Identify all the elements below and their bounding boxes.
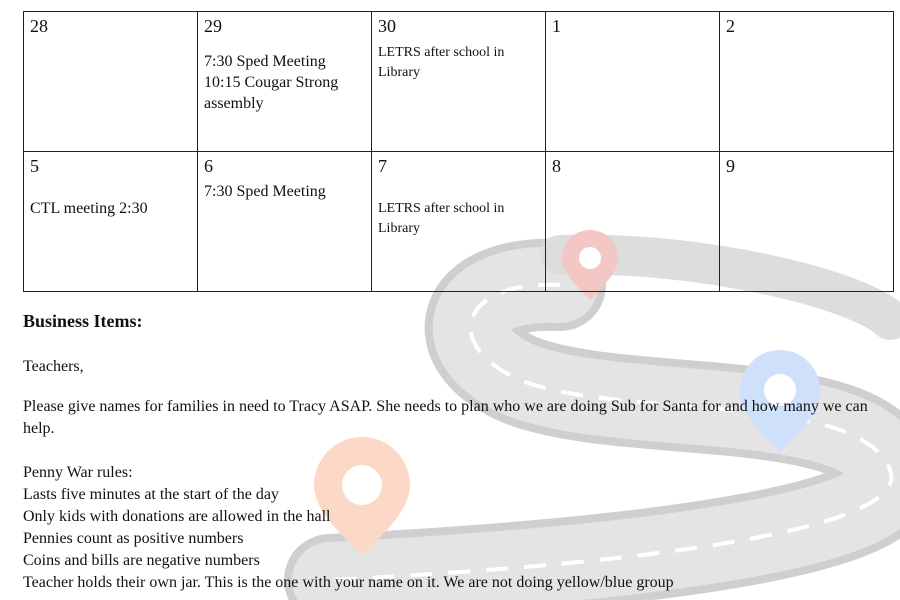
calendar-day-cell [24, 152, 198, 292]
rule-line: Coins and bills are negative numbers [23, 552, 260, 569]
day-events: LETRS after school in Library [378, 45, 505, 80]
rule-line: Pennies count as positive numbers [23, 530, 244, 547]
business-items-section [23, 310, 883, 594]
day-number: 29 [204, 16, 222, 36]
calendar-day-cell [198, 152, 372, 292]
calendar-day-cell [720, 152, 894, 292]
calendar-day-cell [24, 12, 198, 152]
rule-line: Teacher holds their own jar. This is the one with your name on it. We are not doing yellow/blue group [23, 574, 674, 591]
announcement-paragraph: Please give names for families in need to Tracy ASAP. She needs to plan who we are doing Sub for Santa for and how many we can help. [23, 398, 868, 437]
day-events: CTL meeting 2:30 [30, 200, 148, 217]
day-number: 30 [378, 16, 396, 36]
day-number: 1 [552, 16, 561, 36]
business-items-heading: Business Items: [23, 311, 143, 331]
calendar-week-row [24, 12, 894, 152]
day-number: 7 [378, 156, 387, 176]
calendar-week-row [24, 152, 894, 292]
calendar-table [23, 11, 894, 292]
calendar-day-cell [372, 12, 546, 152]
calendar-day-cell [720, 12, 894, 152]
penny-war-rules-title: Penny War rules: [23, 464, 133, 481]
greeting-text: Teachers, [23, 358, 84, 375]
day-number: 28 [30, 16, 48, 36]
day-events: LETRS after school in Library [378, 201, 505, 236]
day-number: 8 [552, 156, 561, 176]
calendar-day-cell [546, 12, 720, 152]
calendar-day-cell [198, 12, 372, 152]
day-number: 6 [204, 156, 213, 176]
day-number: 9 [726, 156, 735, 176]
day-number: 5 [30, 156, 39, 176]
day-events: 7:30 Sped Meeting 10:15 Cougar Strong assembly [204, 53, 339, 112]
day-events: 7:30 Sped Meeting [204, 183, 326, 200]
calendar-day-cell [372, 152, 546, 292]
rule-line: Lasts five minutes at the start of the day [23, 486, 279, 503]
rule-line: Only kids with donations are allowed in the hall [23, 508, 331, 525]
day-number: 2 [726, 16, 735, 36]
calendar-day-cell [546, 152, 720, 292]
